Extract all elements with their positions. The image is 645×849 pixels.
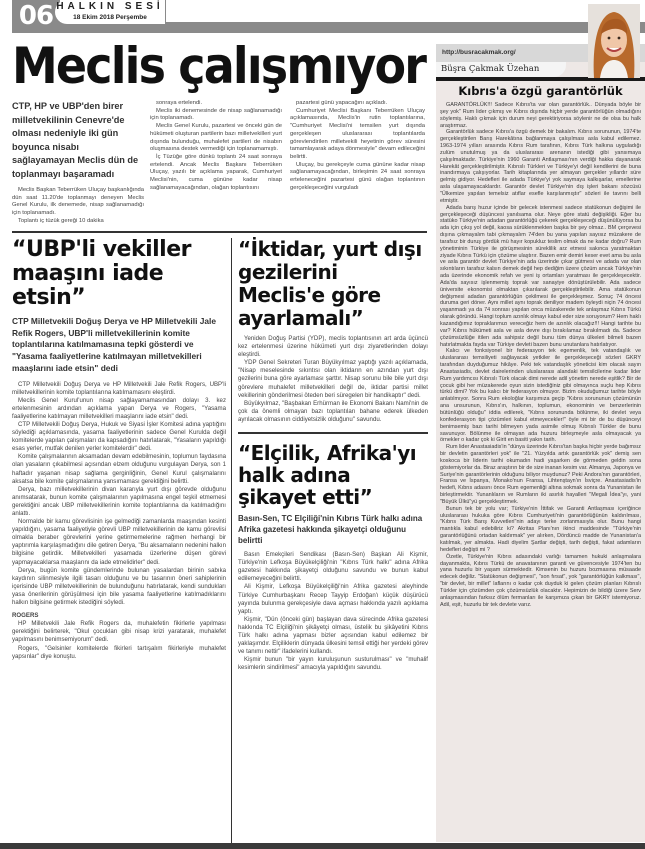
paragraph: Rogers, "Gelsinler komitelerde fikirleri tartışalım fikirleriyle muhalefet yapsınlar" diye konuştu. <box>12 644 226 660</box>
column-author: Büşra Çakmak Üzehan <box>441 64 540 74</box>
section-divider <box>238 432 428 434</box>
article-ubp-body <box>12 381 226 661</box>
column-title: Kıbrıs'a özgü garantörlük <box>458 84 623 98</box>
lead-column-2 <box>150 100 282 192</box>
paragraph: Basın Emekçileri Sendikası (Basın-Sen) Başkan Ali Kişmir, Türkiye'nin Lefkoşa Büyükelçiliği'nin "Kıbrıs Türk halkı" adına Afrika gazetesi hakkında şikayetçi olduğunu savundu ve bunun kabul edilemeyeceğini belirtti. <box>238 551 428 583</box>
paragraph: Ali Kişmir, Lefkoşa Büyükelçiliği'nin Afrika gazetesi aleyhinde Türkiye Cumhurbaşkanı Recep Tayyip Erdoğan'ı küçük düşürücü yayında bulunma gerekçesiyle dava açması hakkında yazılı açıklama yaptı. <box>238 583 428 615</box>
masthead-box <box>55 0 166 24</box>
author-photo <box>588 4 640 78</box>
article-ubp-subtitle: CTP Milletvekili Doğuş Derya ve HP Milletvekili Jale Refik Rogers, UBP'li milletvekillerinin komite toplantılarına katılmamasına tepki gösterdi ve "Yasama faaliyetlerine katılmayan milletvekilleri maaşlarını iade etsin" dedi <box>12 316 217 373</box>
paragraph: Derya, bugün komite gündemlerinde bulunan yasalardan birinin sabıka kaydının silinmesiyle ilgili tasarı olduğunu ve bu tasarının öneri sahiplerinin içerisinde UBP milletvekillerinin de bulunduğunu hatırlatarak, kendi sundukları yasa önerilerinin görüşülmesi için bile yasama faaliyetlerine katılmadıklarını halkın bilgisine getirmek istediğini söyledi. <box>12 566 226 607</box>
author-portrait-icon <box>588 4 640 78</box>
paragraph: Toplantı iç tüzük gereği 10 dakika <box>18 217 104 224</box>
paragraph: Özetle, Türkiye'nin Kıbrıs adasındaki varlığı tamamen hukuki anlaşmalara dayanmakta, Kıbrıs Türkü de anavatanının garanti ve güvencesiyle 1974'ten bu yana huzurlu bir yaşam sürmektedir. Kimsenin bu huzuru bozmasına müsaade edecek değiliz. "Statükonun değişmesi", "son fırsat", yok "garantörlüğün kalkması", "bir devlet, bir millet" laflarını o kadar çok duyduk ki gelen çözüm planları Kıbrıslı Türkler için çözümden çok çözümsüzlük olacaktır. Hepimizin de bildiği üzere Serv anlaşmasından farksız ölüm fermanları ile karşımıza çıkan bir GKRY istemiyoruz. Adil, eşit, huzurlu bir tek devlete varız. <box>440 553 641 608</box>
paragraph: Bunun tek bir yolu var; Türkiye'nin İttifak ve Garanti Antlaşması içeriğince uluslararası hukuka göre Kıbrıs Cumhuriyeti'nin garantörlüğünün kaldırılması, "Kıbrıs Türk Barış Kuvvetleri"nin adayı terke zorlanmasıyla olur. Bunu hangi mantıkla kabul edebiliriz ki? Akritas Planı'nın ikinci maddesinde "Türkiye'nin garantörlüğünü ortadan kaldırmak" yer alırken, Dördüncü madde de Yunanistan'a katılmak, yer almakta. Hadi diyelim Şartlar değişti, tarih değişti, fakat adamların hedefleri değişti mi ? <box>440 505 641 553</box>
paragraph: HP Milletvekili Jale Refik Rogers da, muhalefetin fikirlerle yapılması gerektiğini belirterek, "Okul çocukları gibi nisap krizi yaratarak, muhalefet yapılmasını benimsemiyorum" dedi. <box>12 620 226 644</box>
subsection-heading: ROGERS <box>12 612 39 620</box>
paragraph: Meclis iki denemesinde de nisap sağlanamadığı için toplanamadı. <box>150 107 282 122</box>
article-elcilik-subtitle: Basın-Sen, TC Elçiliği'nin Kıbrıs Türk halkı adına Afrika gazetesi hakkında şikayetçi olduğunu belirtti <box>238 514 423 546</box>
article-elcilik-title: “Elçilik, Afrika'yı halk adına şikayet etti” <box>238 441 417 510</box>
paragraph: Normalde bir kamu görevlisinin işe gelmediği zamanlarda maaşından kesinti yapıldığını, yasama faaliyetiyle görevli UBP milletvekillerinin de kamu görevlisi olmakla beraber görevlerini yerine getirmemelerine rağmen herhangi bir yaptırımla karşılaşmadığını dile getiren Derya, "Bu aksamaların nedenini halkın bilgisine getirdik. Milletvekilleri yasamada üzerlerine düşen görevi yapmayacaklarsa maaşlarını da iade etmelidirler" dedi. <box>12 518 226 566</box>
paragraph: Komite çalışmalarının aksamadan devam edebilmesinin, toplumun faydasına olan yasaların çıkabilmesi açısından elzem olduğunu vurgulayan Derya, son 1 haftadır yaşanan nisap sağlama gerginliğinin, Genel Kurul çalışmalarını aksatsa bile komite çalışmalarına yansımaması gerektiğini belirtti. <box>12 453 226 485</box>
paragraph: Kişmir bunun "bir yayın kuruluşunun susturulması" ve "muhalif kesimlerin sindirilmesi" amacıyla yapıldığını savundu. <box>238 656 428 672</box>
paragraph: Kişmir, "Dün (önceki gün) başlayan dava sürecinde Afrika gazetesi hakkında TC Elçiliği'nin şikâyetçi olması, üstelik bu şikâyetini Kıbrıs Türk halkı adına yapması bizler açısından kabul edilemez bir yaklaşımdır. Elçiliklerin dünyada ülkesini temsil ettiği her yerdeki görev ve tanımı nettir" ifadelerini kullandı. <box>238 615 428 656</box>
column-url-link[interactable]: http://busracakmak.org/ <box>442 49 516 56</box>
article-iktidar-title: “İktidar, yurt dışı gezilerini Meclis'e göre ayarlamalı” <box>238 237 422 330</box>
paragraph: Büyükyılmaz, "Başbakan Erhürman ile Ekonomi Bakanı Nami'nin de çok da önemli olmayan bazı toplantıları bahane ederek ülkeden ayrılacak olmasının ciddiyetsizlik olduğunu" savundu. <box>238 399 428 423</box>
article-elcilik-body <box>238 551 428 672</box>
lead-left-stack <box>12 100 144 226</box>
middle-column <box>238 238 428 672</box>
column-body <box>440 102 641 608</box>
article-ubp-title: “UBP'li vekiller maaşını iade etsin” <box>12 237 191 310</box>
paragraph: Adada barış huzur içinde bir gelecek istenmesi sadece statükonun değişimi ile gerçekleşeceği düşüncesi yanılsama olur. Neye göre statü değişikliği. Eğer bu statüko Türkiye'nin adadan garantörlüğü çekerek gerçekleşeceği düşünülüyorsa bu ada için çıkış yol değil, kaosa sürüklenmekten başka bir şey olmaz.. BM çerçevesi dışına çıkmayalım tabi çıkmayalım 74'den bu yana yapılan sayısız müzakere de tarafsız bir duruş gördük mü hayır kopukluz teslim olmak da ne kadar doğru? Rum yönetiminin Türkiye ile görüşmesinin süreklilik arz etmesi sakınca yaratmaktan ziyade Kıbrıs Türkü için çözüme ulaştırır. Bazen emir demiri keser evet ama bu asla ve asla garantör devlet Türkiye'nin ada üzerinde çıkar gütmesi ve adada var olan sıkıntıların tarafsız kalsın demek değil hep dediğim üzere çözüm ancak Türkiye'nin ada üzerinde ekonomik refah ve yeni iş ortamları yaratması ile gerçekleşecektir. Ada'da sayısız işlenmemiş toprak var sanayiye dönüştürülebilir. Ada sadece üniversite ekonomisi olmaktan çıkarılarak gerçekleştirilebilir. Ama statükonun değişmesi adadan garantörlüğün çekilmesi ile gerçekleşmez. Sonuç 74 öncesi duruma geri döner. Aynı millet aynı toprak deniliyor madem öyleydi niçin 74 öncesi yaşanmadı ya da 74 sonrası yapılan onca müzakerede tek anlaşmaz Kıbrıs Türkü olarak göründü. Hangi toplum azınlık olmayı kabul eder size soruyorum? Hem haklı kazandığımız topraklarımızı vereceğiz hem de azınlık olacağız!!! Hangi tarihte bu var? Kıbrıs hükümeti asla ve asla devre dışı bırakılamaz bırakılmadı da. Sadece çözümsüzlüğe itilen ada sahipsiz değil bunu tüm dünya ülkeleri bilmeli bazen hatırlatmakta fayda var Türkiye devleti bazen bunu unutanlara hatırlatıyor. <box>440 204 641 348</box>
paragraph: Yeniden Doğuş Partisi (YDP), meclis toplantısının art arda üçüncü kez ertelenmesi üzerine hükümeti yurt dışı ziyaretlerinden dolayı eleştirdi. <box>238 335 428 359</box>
paragraph: Kalıcı ve fonksiyonel bir federasyon tek egemenlik, tek vatandaşlık ve uluslararası temsiliyeti sağlayacak yetkiler ile gerçekleşeceği sözleri GKRY tarafından duyduğumuz hikâye. Peki tek vatandaşlık yöneticisi kim olacak sayın Anastasiadis, devlet dairelerinden uluslararası alandaki temsilcilerine kadar lider Rum yardımcısı Kıbrıslı Türk olacak dimi nerede adil yönetim nerede eşitlik? Bir de çocuk gibi her müzakerede oyun sizin istediğiniz gibi olmayınca suçlu hep Kıbrıs türkü dimi? Yok bu kalıcı bir federasyon olmuyor. Bizim okuduğumuz tarihte böyle anlatılmıyor. Sonra Rum ekoloğlar karşımıza geçip "Kıbrıs sorununun çözümünün ana unsurunun, Kıbrıs'ın, halkının, toplumun, ekonominin ve benzerlerinin bütünlüğü olduğu" iddia edilerek, "Kıbrıs sorununda bölünme, iki devlet veya konfederasyon tipi çözümleri kabul etmeyecekler!" öyle mi bir de bu düşünceyi benimsemiş bazı tarihi bilmeyen yada asimile olmuş Kıbrıslı Türkler de bunu savunuyor. Bölünme ile olmayan ada huzuru birleşmeyle asla olmayacak ya örnekler o kadar çok ki Girit en basiti yakın tarih. <box>440 348 641 444</box>
lead-subheadline: CTP, HP ve UBP'den birer milletvekilinin Cenevre'de olması nedeniyle iki gün boyunca nisabı sağlayamayan Meclis dün de toplanmayı başaramadı <box>12 101 139 179</box>
paragraph: Meclis Genel Kurul'unun nisap sağlayamamasından dolayı 3. kez ertelenmesinin ardından açıklama yapan Derya ve Rogers, "Yasama faaliyetlerine katılmayan milletvekilleri maaşlarını iade etsin" dedi. <box>12 396 226 420</box>
paragraph: GARANTÖRLÜK!!! Sadece Kıbrıs'ta var olan garantörlük.. Dünyada böyle bir şey yok" Rum lider çıkmış ve Kıbrıs dışında hiçbir yerde garantörlüğün olmadığını söylemiş. Haklı çıkmak için durum neyi gerektiriyorsa söylenir ne de olsa bu halk araştırmaz. <box>440 102 641 129</box>
paragraph: İç Tüzüğe göre dünkü toplantı 24 saat sonraya ertelendi. Ancak Meclis Başkanı Teberrüken Uluçay, yazılı bir açıklama yaparak, Cumhuriyet Meclisi'nin, cuma gününe kadar nisap sağlanamayacağından, olağan toplantısını <box>150 153 282 191</box>
section-divider <box>12 231 427 233</box>
paragraph: Meclis Başkan Teberrüken Uluçay başkanlığında dün saat 11.20'de toplanmayı deneyen Meclis Genel Kurulu, ilk denemede, nisap sağlanamadığı için toplanamadı. <box>12 187 144 217</box>
paragraph: YDP Genel Sekreteri Turan Büyükyılmaz yaptığı yazılı açıklamada, "Nisap meselesinde sıkıntısı olan iktidarın en azından yurt dışı gezilerini buna göre ayarlaması şarttır. Nisap sorunu bile bile yurt dışı görevlere muhalefet milletvekilleri değil de, iktidar partisi millet vekillerinin gönderilmesi öteden beri süregelen bir handikaptır" dedi. <box>238 359 428 399</box>
lead-headline: Meclis çalışmıyor <box>12 37 426 95</box>
opinion-column <box>440 84 641 608</box>
newspaper-name: HALKIN SESİ <box>56 1 164 12</box>
column-divider <box>231 238 232 843</box>
issue-date: 18 Ekim 2018 Perşembe <box>73 14 147 21</box>
paragraph: Meclis Genel Kurulu, pazartesi ve önceki gün de hükümeti oluşturan partilerin bazı milletvekilleri yurt dışında bulunduğu, muhalefet partileri de nisabın oluşmasına destek vermediği için toplanamamıştı. <box>150 123 282 153</box>
lead-column-3 <box>290 100 425 192</box>
page-number: 06 <box>12 0 60 33</box>
paragraph: Garantörlük sadece Kıbrıs'a özgü demek bir bakalım. Kıbrıs sorununun, 1974'te gerçekleştirilen Barış Harekâtına bağlanmaya çalışılması asla kabul edilemez. 1963-1974 yılları arasında Kıbrıs Rum tarafının, Kıbrıs Türk halkına uyguladığı zulüm unutulmuş ya da uluslararası arenanın istediği gibi yansımaya çalışılmaktadır. Türkiye'nin 1960 Garanti Antlaşması'nın verdiği hakka dayanarak Harekât gerçekleştirilmiştir. Kıbrıslı Türkleri ve Türkiye'yi değil kendilerini de buna inandırmaya çalışıyorlar. Tarih kitaplarında yer almayan gerçekler yıllardır süre gelmiş gidiyor. Hedefleri ile adada Türkiye'yi yok saymaya kalkışarlar, emellerine asla ulaşamayacaklardır. Garantör devlet Türkiye'nin dış işleri bakanı sözcüsü "Ülkemize yapılan temelsiz atıflar esefle karşılanmıştır" sözleri ile tavrını belli etmiştir. <box>440 129 641 204</box>
paragraph: Uluçay, bu gerekçeyle cuma gününe kadar nisap sağlanamayacağından, birleşimin 24 saat sonraya erteleneceğini pazartesi günü olağan toplantının gerçekleşeceğini vurguladı <box>290 161 425 191</box>
paragraph: CTP Milletvekili Doğuş Derya ve HP Milletvekili Jale Refik Rogers, UBP'li milletvekillerinin komite toplantılarına katılmamasını eleştirdi. <box>12 380 226 396</box>
paragraph: Rum lider Anastasiadis'in "dünya üzerinde Kıbrıs'tan başka hiçbir yerde bağımsız bir devletin garantörleri yok" ile "21. Yüzyılda artık garantörlük yok" demiş sen koskoca bir liderin tarihi okumadın hadi yaşarken de görmeden geldin sona göstemiyorlar da. Biraz araştırın bir de size inanan kesim var. Almanya, Japonya ve Suriye'nin garantörlerinin olduğunu biliyor muydunuz? Peki Andora'nın garantörleri, Fransa ve İspanya, Monako'nun Fransa, Lihtenştayn'ın İsviçre. Anastasiadis'in hedefi, Kıbrıs adasını önce Rum egemenliği altına sokmak sonra da Yunanistan ile birleştirmektir. Yunanlıların ve Rumların iki asırlık hayalleri "Megali İdea"yı, yani "Büyük Ülkü"yü gerçekleştirmek. <box>440 444 641 505</box>
paragraph: CTP Milletvekili Doğuş Derya, Hukuk ve Siyasi İşler Komitesi adına yaptığını söylediği açıklamasında, yasama faaliyetlerinin sadece Genel Kurulda değil komitelerde yapılan çalışmaları da kapsadığını hatırlatarak, "Yasaların yapıldığı esas yerler, mutfak denilen yerler komitelerdir" dedi. <box>12 420 226 453</box>
paragraph: sonraya ertelendi. <box>156 100 203 106</box>
lead-column-1 <box>12 187 144 226</box>
paragraph: Derya, bazı milletvekillerinin divan kararıyla yurt dışı görevde olduğunu anımsatarak, bunun komite çalışmalarının yapılmasına engel teşkil etmemesi gerektiğini ancak UBP milletvekillerinin komite toplantılarına da katılmadığını anlattı. <box>12 485 226 518</box>
page-bottom-edge <box>0 843 645 849</box>
paragraph: pazartesi günü yapacağını açıkladı. <box>296 100 388 106</box>
article-ubp <box>12 238 226 661</box>
paragraph: Cumhuriyet Meclisi Başkanı Teberrüken Uluçay açıklamasında, Meclis'in rutin toplantılarına, "Cumhuriyet Meclisi'ni temsilen yurt dışında gerçekleşen uluslararası toplantılarda görevlendirilen milletvekili heyetinin görev süresini tamamlayarak adaya dönmesiyle" devam edileceğini belirtti. <box>290 107 425 160</box>
article-iktidar-body <box>238 335 428 424</box>
